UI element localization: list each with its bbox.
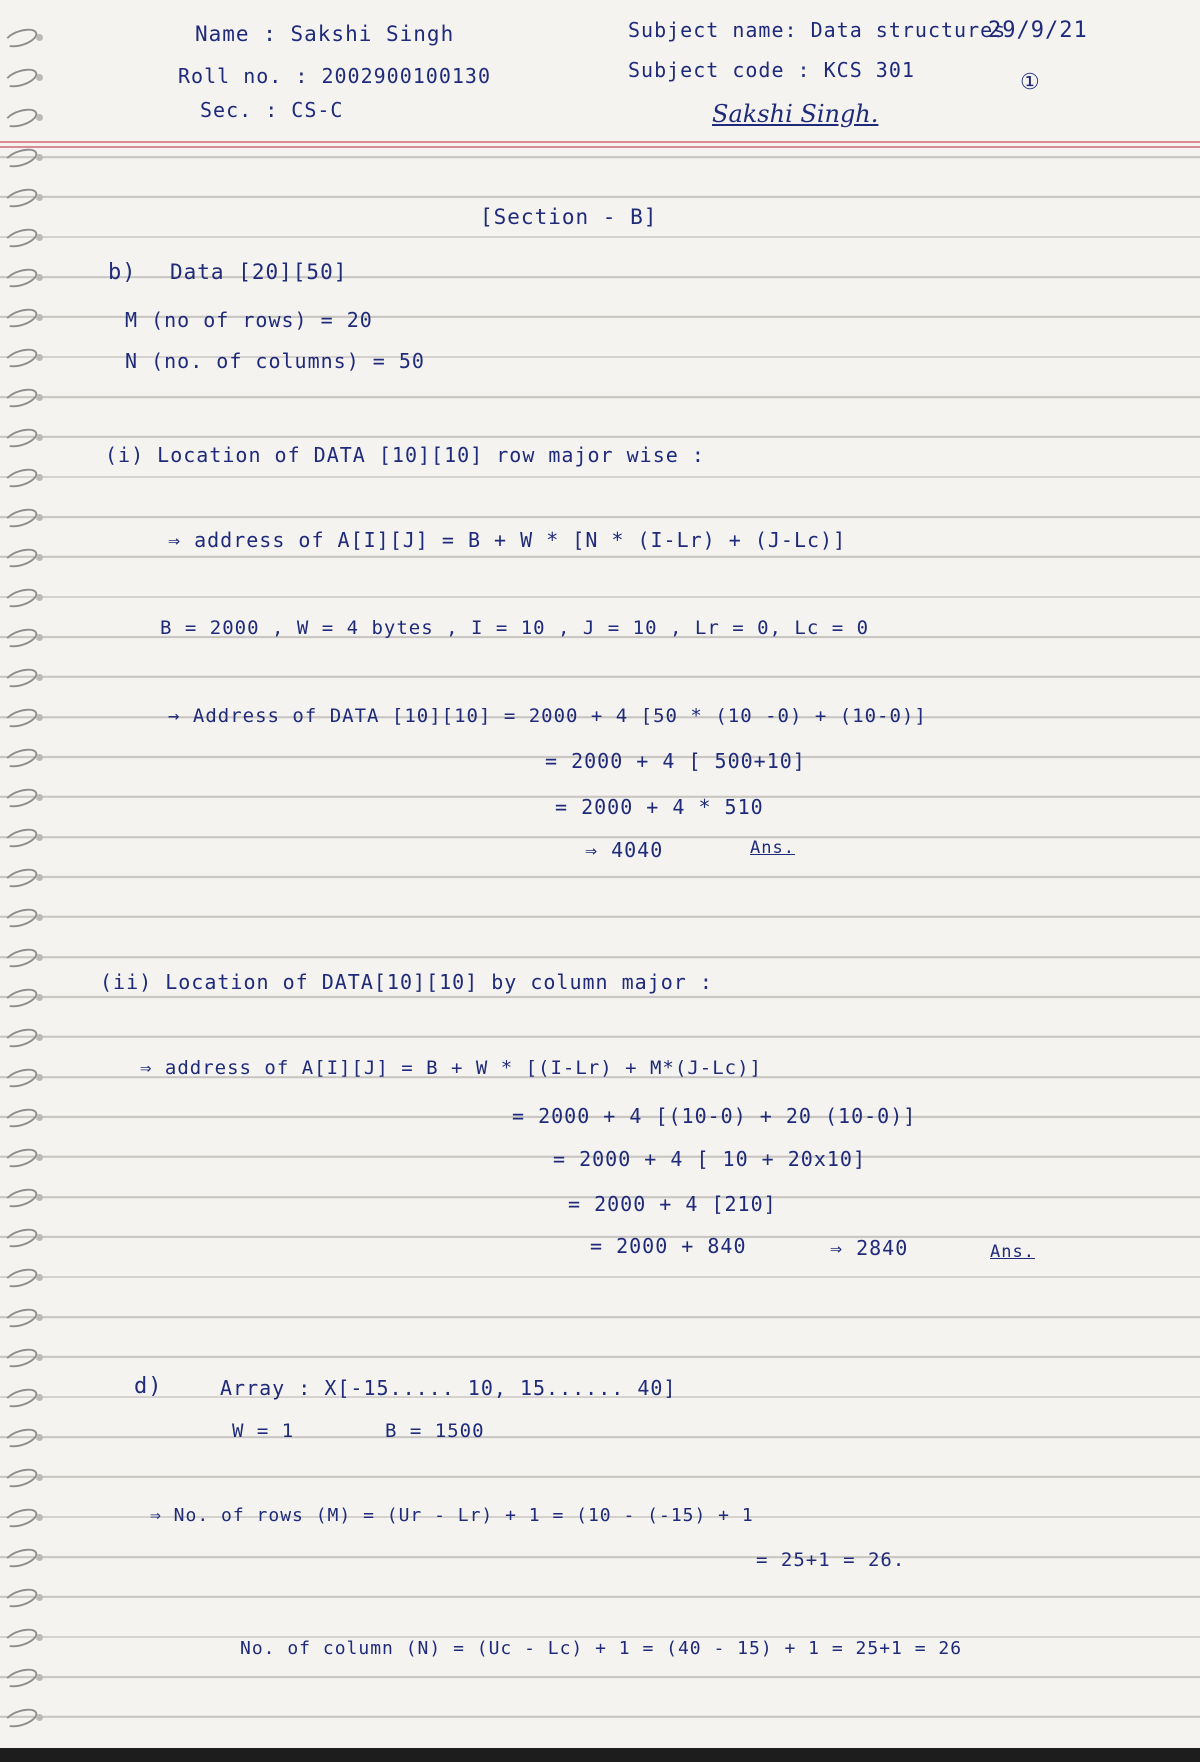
row-major-result: ⇒ 4040 [585, 838, 664, 862]
spiral-ring [2, 745, 39, 771]
spiral-ring [2, 265, 39, 291]
array-declaration: Array : X[-15..... 10, 15...... 40] [220, 1376, 677, 1400]
binding-hole [36, 34, 43, 41]
spiral-ring [2, 1425, 39, 1451]
spiral-ring [2, 1465, 39, 1491]
spiral-ring [2, 1505, 39, 1531]
student-name: Name : Sakshi Singh [195, 22, 455, 46]
binding-hole [36, 114, 43, 121]
column-major-heading: (ii) Location of DATA[10][10] by column major : [100, 970, 713, 994]
binding-hole [36, 234, 43, 241]
binding-hole [36, 714, 43, 721]
binding-hole [36, 314, 43, 321]
row-major-formula: ⇒ address of A[I][J] = B + W * [N * (I-Lr) + (J-Lc)] [168, 528, 847, 552]
spiral-ring [2, 1065, 39, 1091]
binding-hole [36, 1234, 43, 1241]
binding-hole [36, 1074, 43, 1081]
part-d-label: d) [134, 1374, 163, 1399]
spiral-ring [2, 505, 39, 531]
binding-hole [36, 1634, 43, 1641]
binding-hole [36, 274, 43, 281]
binding-hole [36, 1114, 43, 1121]
data-declaration: Data [20][50] [170, 260, 348, 284]
spiral-ring [2, 345, 39, 371]
binding-hole [36, 1274, 43, 1281]
rows-count: M (no of rows) = 20 [125, 308, 373, 332]
spiral-ring [2, 1545, 39, 1571]
given-values: B = 2000 , W = 4 bytes , I = 10 , J = 10 , Lr = 0, Lc = 0 [160, 617, 870, 639]
section-code: Sec. : CS-C [200, 98, 344, 122]
cols-count: N (no. of columns) = 50 [125, 349, 425, 373]
header-rule-2 [0, 146, 1200, 148]
column-major-step-1: = 2000 + 4 [(10-0) + 20 (10-0)] [512, 1104, 917, 1128]
spiral-ring [2, 785, 39, 811]
spiral-ring [2, 185, 39, 211]
subject-name: Subject name: Data structures [628, 18, 1007, 42]
spiral-ring [2, 1705, 39, 1731]
spiral-ring [2, 1305, 39, 1331]
spiral-ring [2, 945, 39, 971]
spiral-ring [2, 1585, 39, 1611]
spiral-ring [2, 1345, 39, 1371]
signature: Sakshi Singh. [712, 100, 879, 128]
binding-hole [36, 794, 43, 801]
binding-hole [36, 514, 43, 521]
binding-hole [36, 1674, 43, 1681]
date: 29/9/21 [988, 18, 1088, 43]
row-major-heading: (i) Location of DATA [10][10] row major wise : [105, 443, 705, 467]
spiral-ring [2, 545, 39, 571]
column-major-ans: Ans. [990, 1242, 1035, 1262]
binding-hole [36, 354, 43, 361]
subject-code: Subject code : KCS 301 [628, 58, 915, 82]
column-major-formula: ⇒ address of A[I][J] = B + W * [(I-Lr) + M*(J-Lc)] [140, 1057, 762, 1079]
spiral-ring [2, 65, 39, 91]
part-b-label: b) [108, 260, 137, 285]
binding-hole [36, 394, 43, 401]
column-major-step-4: = 2000 + 840 [590, 1234, 747, 1258]
base-address: B = 1500 [385, 1420, 485, 1442]
binding-hole [36, 434, 43, 441]
spiral-ring [2, 625, 39, 651]
spiral-ring [2, 825, 39, 851]
row-major-ans: Ans. [750, 838, 795, 858]
rows-result: = 25+1 = 26. [756, 1549, 906, 1571]
binding-hole [36, 954, 43, 961]
column-major-step-3: = 2000 + 4 [210] [568, 1192, 777, 1216]
binding-hole [36, 1474, 43, 1481]
binding-hole [36, 994, 43, 1001]
section-title: [Section - B] [480, 205, 658, 229]
spiral-ring [2, 905, 39, 931]
row-major-step-1: → Address of DATA [10][10] = 2000 + 4 [50 * (10 -0) + (10-0)] [168, 705, 927, 727]
spiral-ring [2, 1025, 39, 1051]
roll-number: Roll no. : 2002900100130 [178, 64, 491, 88]
rows-formula: ⇒ No. of rows (M) = (Ur - Lr) + 1 = (10 - (-15) + 1 [150, 1505, 754, 1526]
spiral-ring [2, 145, 39, 171]
binding-hole [36, 874, 43, 881]
spiral-binding [0, 0, 44, 1762]
page-number: ① [1020, 70, 1041, 95]
row-major-step-2: = 2000 + 4 [ 500+10] [545, 749, 806, 773]
row-major-step-3: = 2000 + 4 * 510 [555, 795, 764, 819]
binding-hole [36, 74, 43, 81]
spiral-ring [2, 1105, 39, 1131]
columns-formula: No. of column (N) = (Uc - Lc) + 1 = (40 - 15) + 1 = 25+1 = 26 [240, 1638, 963, 1659]
binding-hole [36, 474, 43, 481]
spiral-ring [2, 25, 39, 51]
spiral-ring [2, 1385, 39, 1411]
column-major-result: ⇒ 2840 [830, 1236, 909, 1260]
spiral-ring [2, 985, 39, 1011]
spiral-ring [2, 1625, 39, 1651]
spiral-ring [2, 665, 39, 691]
binding-hole [36, 1034, 43, 1041]
binding-hole [36, 1394, 43, 1401]
binding-hole [36, 154, 43, 161]
spiral-ring [2, 385, 39, 411]
binding-hole [36, 1154, 43, 1161]
spiral-ring [2, 305, 39, 331]
binding-hole [36, 594, 43, 601]
binding-hole [36, 834, 43, 841]
binding-hole [36, 194, 43, 201]
spiral-ring [2, 425, 39, 451]
binding-hole [36, 674, 43, 681]
binding-hole [36, 634, 43, 641]
spiral-ring [2, 585, 39, 611]
binding-hole [36, 1714, 43, 1721]
binding-hole [36, 1594, 43, 1601]
binding-hole [36, 1554, 43, 1561]
spiral-ring [2, 865, 39, 891]
spiral-ring [2, 1185, 39, 1211]
header-rule [0, 141, 1200, 143]
binding-hole [36, 1354, 43, 1361]
binding-hole [36, 1434, 43, 1441]
page-bottom-edge [0, 1748, 1200, 1762]
spiral-ring [2, 1265, 39, 1291]
binding-hole [36, 1194, 43, 1201]
word-size: W = 1 [232, 1420, 295, 1442]
column-major-step-2: = 2000 + 4 [ 10 + 20x10] [553, 1147, 866, 1171]
spiral-ring [2, 225, 39, 251]
spiral-ring [2, 1225, 39, 1251]
spiral-ring [2, 105, 39, 131]
binding-hole [36, 1514, 43, 1521]
spiral-ring [2, 1145, 39, 1171]
spiral-ring [2, 465, 39, 491]
binding-hole [36, 1314, 43, 1321]
binding-hole [36, 554, 43, 561]
binding-hole [36, 914, 43, 921]
spiral-ring [2, 705, 39, 731]
binding-hole [36, 754, 43, 761]
spiral-ring [2, 1665, 39, 1691]
